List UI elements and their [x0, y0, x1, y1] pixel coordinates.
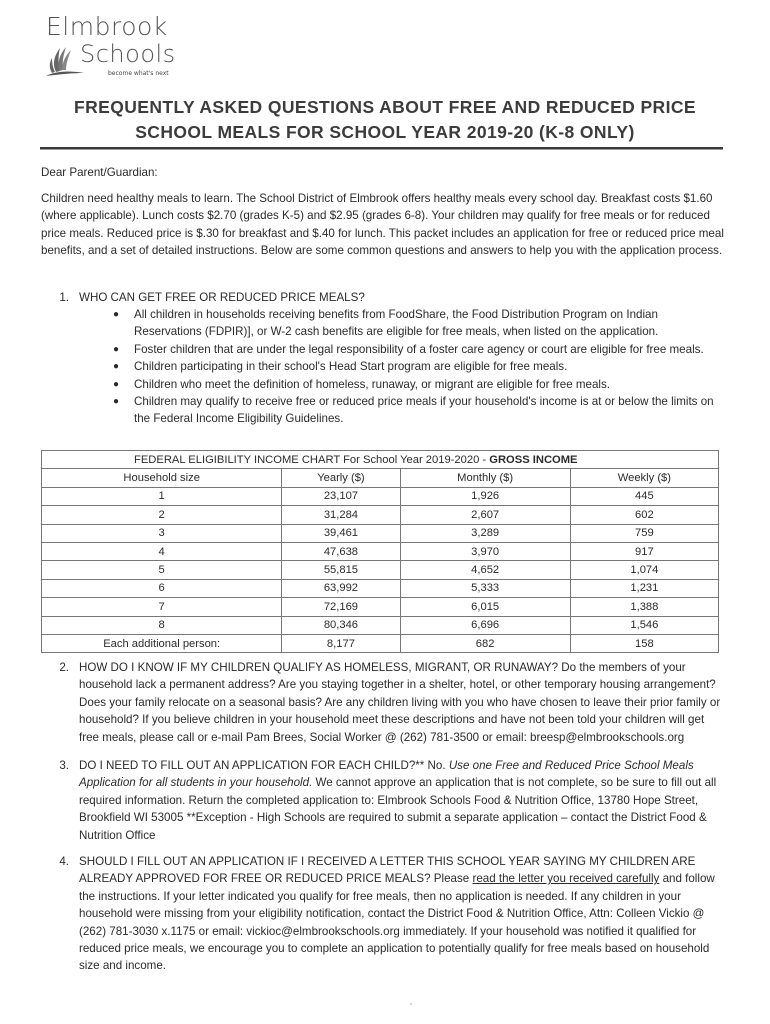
- table-row: [42, 634, 719, 652]
- question-text: [79, 757, 721, 844]
- cell-monthly: 3,289: [400, 524, 570, 542]
- table-row: [42, 598, 719, 616]
- table-caption-text: FEDERAL ELIGIBILITY INCOME CHART For School Year 2019-2020 -: [134, 453, 490, 466]
- logo-tagline: become what's next: [108, 70, 169, 77]
- cell-yearly: 8,177: [282, 634, 400, 652]
- question-text-part: SHOULD I FILL OUT AN APPLICATION IF I RECEIVED A LETTER THIS SCHOOL YEAR SAYING MY CHILDREN ARE ALREADY APPROVED FOR FREE OR REDUCED PRICE MEALS? Please: [79, 855, 696, 886]
- cell-household-size: 5: [42, 561, 282, 579]
- column-header-weekly: Weekly ($): [570, 469, 718, 487]
- income-eligibility-table: [41, 450, 719, 653]
- bullet-icon: ●: [113, 361, 120, 373]
- bullet-text: Children who meet the definition of homeless, runaway, or migrant are eligible for free meals.: [134, 377, 611, 391]
- table-header-row: [42, 469, 719, 487]
- question-number: 3.: [59, 759, 69, 772]
- column-header-monthly: Monthly ($): [400, 469, 570, 487]
- question-text-part: We cannot approve an application that is not complete, so be sure to fill out all required information. Return the completed application to: Elmbrook Schools Food & Nutrition Office, 13780 Hope Street, Brookfield WI 53005 **Exception - High Schools are required to submit a separate application – contact the District Food & Nutrition Office: [79, 776, 717, 842]
- cell-monthly: 682: [400, 634, 570, 652]
- table-caption-row: [42, 451, 719, 469]
- faq-question-3: [41, 757, 721, 844]
- cell-household-size: 4: [42, 542, 282, 560]
- question-heading: WHO CAN GET FREE OR REDUCED PRICE MEALS?: [79, 291, 365, 304]
- bullet-icon: ●: [113, 378, 120, 390]
- table-row: [42, 616, 719, 634]
- cell-yearly: 23,107: [282, 487, 400, 505]
- cell-household-size: Each additional person:: [42, 634, 282, 652]
- cell-monthly: 1,926: [400, 487, 570, 505]
- bullet-item: [113, 393, 721, 428]
- cell-yearly: 55,815: [282, 561, 400, 579]
- cell-yearly: 31,284: [282, 506, 400, 524]
- cell-monthly: 4,652: [400, 561, 570, 579]
- table-caption-bold: GROSS INCOME: [489, 453, 578, 466]
- cell-household-size: 7: [42, 598, 282, 616]
- bullet-item: [113, 306, 721, 341]
- greeting: Dear Parent/Guardian:: [41, 166, 158, 179]
- cell-household-size: 2: [42, 506, 282, 524]
- cell-monthly: 5,333: [400, 579, 570, 597]
- question-number: 2.: [59, 661, 69, 674]
- bullet-icon: ●: [113, 396, 120, 408]
- logo-wordmark-schools: Schools: [80, 40, 176, 68]
- cell-monthly: 3,970: [400, 542, 570, 560]
- cell-household-size: 6: [42, 579, 282, 597]
- cell-weekly: 602: [570, 506, 718, 524]
- cell-yearly: 72,169: [282, 598, 400, 616]
- question-number: 4.: [59, 855, 69, 868]
- cell-weekly: 445: [570, 487, 718, 505]
- cell-weekly: 1,546: [570, 616, 718, 634]
- table-row: [42, 524, 719, 542]
- cell-household-size: 8: [42, 616, 282, 634]
- bullet-text: Children may qualify to receive free or reduced price meals if your household's income is at or below the limits on the Federal Income Eligibility Guidelines.: [134, 395, 714, 426]
- column-header-household-size: Household size: [42, 469, 282, 487]
- cell-yearly: 80,346: [282, 616, 400, 634]
- faq-question-2: [41, 659, 721, 746]
- cell-yearly: 39,461: [282, 524, 400, 542]
- question-number: 1.: [59, 291, 69, 304]
- cell-yearly: 47,638: [282, 542, 400, 560]
- page-title-line-2: SCHOOL MEALS FOR SCHOOL YEAR 2019-20 (K-8 ONLY): [135, 122, 635, 142]
- cell-weekly: 917: [570, 542, 718, 560]
- logo-wordmark-elmbrook: Elmbrook: [46, 12, 168, 41]
- table-row: [42, 506, 719, 524]
- page-title: [40, 95, 730, 145]
- bullet-item: [113, 341, 721, 358]
- bullet-icon: ●: [113, 343, 120, 355]
- cell-weekly: 1,074: [570, 561, 718, 579]
- cell-monthly: 2,607: [400, 506, 570, 524]
- table-row: [42, 579, 719, 597]
- cell-weekly: 1,388: [570, 598, 718, 616]
- question-text-part: and follow the instructions. If your letter indicated you qualify for free meals, then no application is needed. If any children in your household were missing from your eligibility notification, contact the District Food & Nutrition Office, Attn: Colleen Vickio @ (262) 781-3030 x.1175 or email: vickioc@elmbrookschools.org immediately. If your household was notified it qualified for reduced price meals, we encourage you to complete an application to potentially qualify for free meals based on household size and income.: [79, 872, 715, 973]
- table-caption: [42, 451, 719, 469]
- bullet-item: [113, 376, 721, 393]
- title-divider: [40, 147, 723, 150]
- bullet-item: [113, 358, 721, 375]
- page-title-line-1: FREQUENTLY ASKED QUESTIONS ABOUT FREE AND REDUCED PRICE: [74, 97, 696, 117]
- bullet-text: Children participating in their school's Head Start program are eligible for free meals.: [134, 360, 568, 374]
- bullet-text: Foster children that are under the legal responsibility of a foster care agency or court are eligible for free meals.: [134, 342, 704, 356]
- cell-monthly: 6,015: [400, 598, 570, 616]
- table-row: [42, 542, 719, 560]
- faq-question-4: [41, 853, 721, 975]
- question-text: [79, 853, 721, 975]
- cell-household-size: 1: [42, 487, 282, 505]
- intro-paragraph: Children need healthy meals to learn. The School District of Elmbrook offers healthy meals every school day. Breakfast costs $1.60 (where applicable). Lunch costs $2.70 (grades K-5) and $2.95 (grades 6-8). Your children may qualify for free meals or for reduced price meals. Reduced price is $.30 for breakfast and $.40 for lunch. This packet includes an application for free or reduced price meal benefits, and a set of detailed instructions. Below are some common questions and answers to help you with the application process.: [41, 192, 724, 258]
- question-text-italic: Use one Free and Reduced Price School Meals Application for all students in your household.: [79, 759, 694, 790]
- column-header-yearly: Yearly ($): [282, 469, 400, 487]
- cell-household-size: 3: [42, 524, 282, 542]
- table-body: [42, 487, 719, 653]
- eligibility-bullet-list: [113, 306, 721, 428]
- bullet-text: All children in households receiving benefits from FoodShare, the Food Distribution Program on Indian Reservations (FDPIR)], or W-2 cash benefits are eligible for free meals, when listed on the application.: [134, 308, 659, 339]
- question-text: HOW DO I KNOW IF MY CHILDREN QUALIFY AS HOMELESS, MIGRANT, OR RUNAWAY? Do the members of your household lack a permanent address? Are you staying together in a shelter, hotel, or other temporary housing arrangement? Does your family relocate on a seasonal basis? Are any children living with you who have chosen to leave their prior family or household? If you believe children in your household meet these descriptions and have not been told your children will get free meals, please call or e-mail Pam Brees, Social Worker @ (262) 781-3500 or email: breesp@elmbrookschools.org: [79, 661, 721, 744]
- cell-monthly: 6,696: [400, 616, 570, 634]
- cell-weekly: 158: [570, 634, 718, 652]
- table-row: [42, 487, 719, 505]
- scan-speck: [410, 1003, 412, 1005]
- cell-weekly: 759: [570, 524, 718, 542]
- question-text-underlined: read the letter you received carefully: [472, 872, 660, 886]
- cell-yearly: 63,992: [282, 579, 400, 597]
- elmbrook-schools-logo: [44, 10, 194, 76]
- cell-weekly: 1,231: [570, 579, 718, 597]
- question-text-part: DO I NEED TO FILL OUT AN APPLICATION FOR EACH CHILD?** No.: [79, 759, 449, 772]
- bullet-icon: ●: [113, 309, 120, 320]
- table-row: [42, 561, 719, 579]
